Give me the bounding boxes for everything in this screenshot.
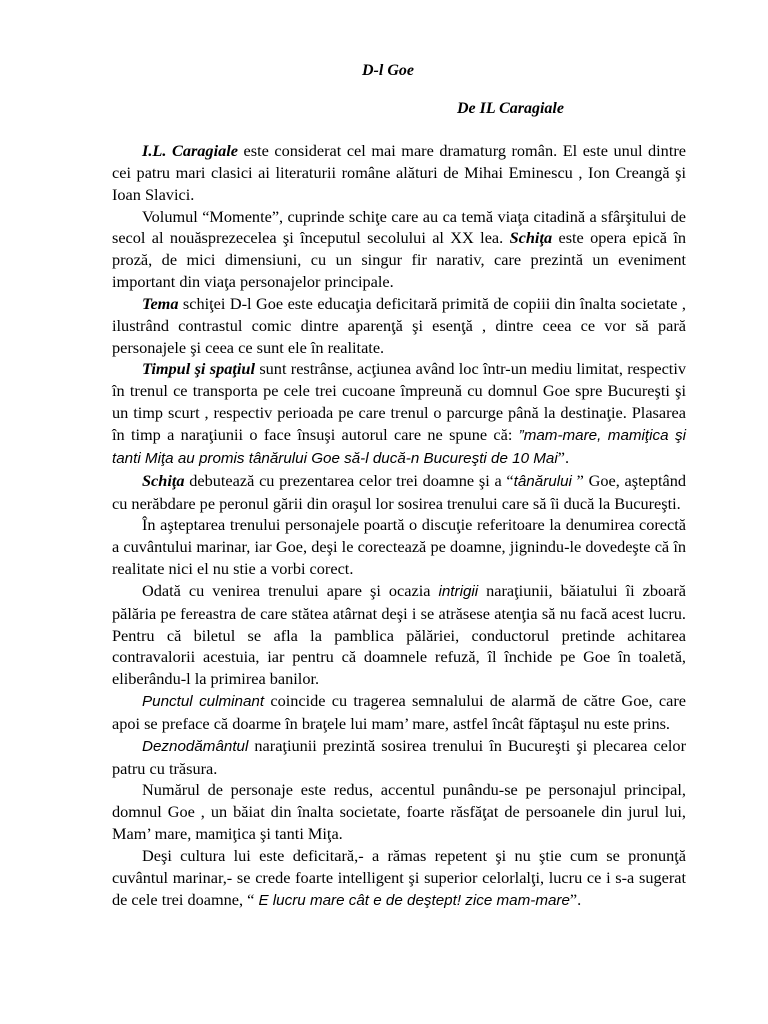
term-deznodamantul: Deznodământul bbox=[142, 737, 249, 755]
paragraph-climax bbox=[112, 690, 686, 735]
paragraph-text: este considerat cel mai mare dramaturg român. El este unul dintre cei patru mari clasici ai literaturii române alături de Mihai Eminescu , Ion Creangă şi Ioan Slavici. bbox=[112, 141, 686, 204]
paragraph-text: este opera epică în proză, de mici dimensiuni, cu un singur fir narativ, care prezintă un eveniment important din viaţa personajelor principale. bbox=[112, 228, 686, 292]
paragraph-text: Volumul “Momente”, cuprinde schiţe care au ca temă viaţa citadină a sfârşitului de secol al nouăsprezecelea şi începutul secolului al XX lea. bbox=[112, 206, 686, 248]
paragraph-text: ” Goe, aşteptând cu nerăbdare pe peronul gării din oraşul lor sosirea trenului care să îi ducă la Bucureşti. bbox=[112, 470, 686, 513]
term-tema: Tema bbox=[142, 293, 179, 313]
paragraph-text: ”. bbox=[557, 447, 570, 467]
paragraph-text: Numărul de personaje este redus, accentul punându-se pe personajul principal, domnul Goe , un băiat din înalta societate, foarte răsfăţat de persoanele din jurul lui, Mam’ mare, mamiţica şi tanti Miţa. bbox=[112, 780, 686, 844]
paragraph-characters bbox=[112, 779, 686, 845]
paragraph-theme bbox=[112, 293, 686, 359]
paragraph-text: debutează cu prezentarea celor trei doamne şi a “ bbox=[184, 470, 514, 490]
paragraph-text: naraţiunii prezintă sosirea trenului în Bucureşti şi plecarea celor patru cu trăsura. bbox=[112, 735, 686, 778]
paragraph-intro bbox=[112, 140, 686, 206]
term-schita: Schiţa bbox=[142, 470, 185, 490]
paragraph-text: În aşteptarea trenului personajele poartă o discuţie referitoare la denumirea corectă a cuvântului marinar, iar Goe, deşi le corectează pe doamne, jignindu-le dovedeşte că în realitate nici el nu stie a vorbi corect. bbox=[112, 515, 686, 579]
paragraph-text: Deşi cultura lui este deficitară,- a rămas repetent şi nu ştie cum se pronunţă cuvântul marinar,- se crede foarte intelligent şi superior celorlalţi, lucru ce i s-a sugerat de cele trei doamne, “ bbox=[112, 846, 686, 909]
paragraph-debut bbox=[112, 470, 686, 515]
paragraph-text: naraţiunii, băiatului îi zboară pălăria pe fereastra de care stătea atârnat deşi i se atrăsese atenţia să nu facă acest lucru. Pentru că biletul se afla la pamblica pălăriei, conductorul pretinde achitarea contravalorii acestuia, iar pentru că doamnele refuză, îl închide pe Goe în toaletă, eliberându-l la primirea banilor. bbox=[112, 580, 687, 689]
paragraph-text: ”. bbox=[569, 889, 582, 909]
paragraph-intrigue bbox=[112, 580, 686, 690]
quote: E lucru mare cât e de deştept! zice mam-mare bbox=[258, 891, 570, 909]
paragraph-text: coincide cu tragerea semnalului de alarmă de către Goe, care apoi se preface că doarme în braţele lui mam’ mare, astfel încât făptaşul nu este prins. bbox=[112, 691, 686, 733]
paragraph-ending bbox=[112, 735, 686, 780]
author-name: I.L. Caragiale bbox=[142, 141, 238, 160]
paragraph-time-space bbox=[112, 358, 686, 469]
paragraph-text: Odată cu venirea trenului apare şi ocazia bbox=[142, 580, 439, 600]
paragraph-text: schiţei D-l Goe este educaţia deficitară primită de copiii din înalta societate , ilustrând contrastul comic dintre aparenţă şi esenţă , dintre ceea ce vor să pară personajele şi ceea ce sunt ele în realitate. bbox=[112, 293, 686, 357]
term-punctul-culminant: Punctul culminant bbox=[142, 693, 265, 711]
term-schita: Schiţa bbox=[509, 228, 553, 248]
document-title: D-l Goe bbox=[362, 62, 414, 79]
document-body bbox=[112, 140, 686, 912]
paragraph-volume bbox=[112, 206, 686, 293]
paragraph-waiting bbox=[112, 514, 686, 580]
paragraph-text: sunt restrânse, acţiunea având loc într-un mediu limitat, respectiv în trenul ce transporta pe cele trei cucoane împreună cu domnul Goe spre Bucureşti şi un timp scurt , respectiv perioada pe care trenul o parcurge până la destinaţie. Plasarea în timp a naraţiunii o face însuşi autorul care ne spune că: bbox=[112, 359, 686, 444]
paragraph-culture bbox=[112, 845, 686, 912]
term-intrigii: intrigii bbox=[438, 582, 479, 600]
quote: ”mam-mare, mamiţica şi tanti Miţa au promis tânărului Goe să-l ducă-n Bucureşti de 10 Mai bbox=[112, 426, 686, 467]
document-subtitle: De IL Caragiale bbox=[457, 100, 564, 117]
term-timpul-spatiul: Timpul şi spaţiul bbox=[142, 359, 255, 379]
quote: tânărului bbox=[513, 472, 572, 490]
